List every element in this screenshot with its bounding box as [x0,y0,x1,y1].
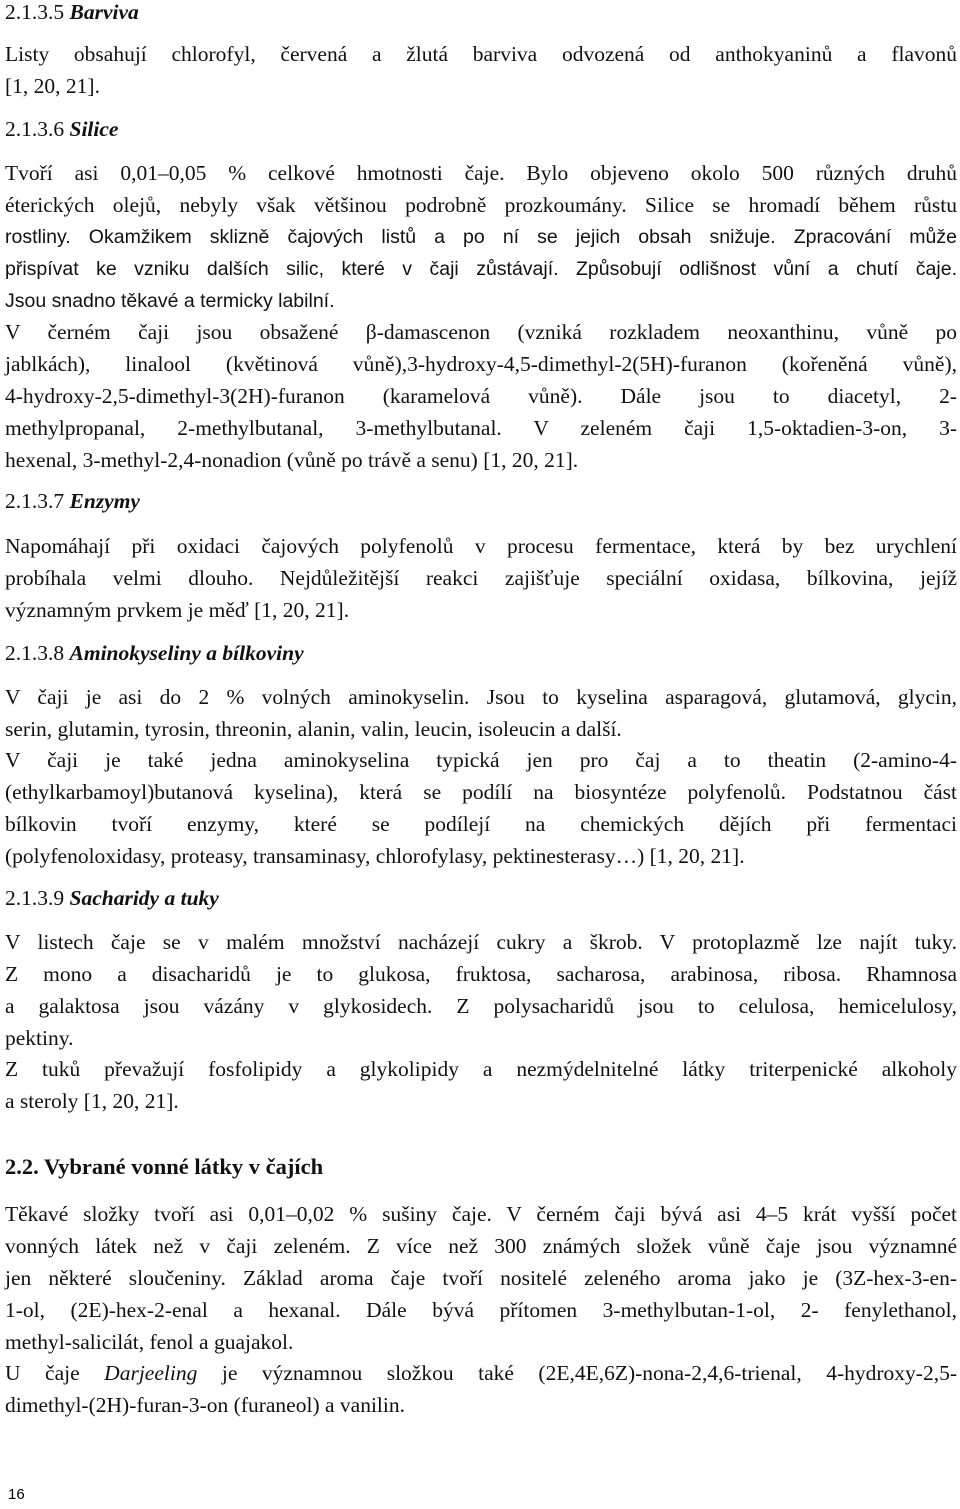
text-line: V čaji je asi do 2 % volných aminokyselin. Jsou to kyselina asparagová, glutamová, glycin, [5,685,957,709]
text-line: [1, 20, 21]. [5,74,100,98]
text-line: Z mono a disacharidů je to glukosa, fruktosa, sacharosa, arabinosa, ribosa. Rhamnosa [5,962,957,986]
text-line: (ethylkarbamoyl)butanová kyselina), která se podílí na biosyntéze polyfenolů. Podstatnou část [5,780,957,804]
text-line: a galaktosa jsou vázány v glykosidech. Z polysacharidů jsou to celulosa, hemicelulosy, [5,994,957,1018]
text-line: Listy obsahují chlorofyl, červená a žlutá barviva odvozená od anthokyaninů a flavonů [5,42,957,66]
text-line: rostliny. Okamžikem sklizně čajových listů a po ní se jejich obsah snižuje. Zpracování může [5,226,957,248]
text-line: významným prvkem je měď [1, 20, 21]. [5,598,350,622]
section-number: 2.1.3.6 [5,117,65,141]
section-title: Vybrané vonné látky v čajích [43,1154,324,1179]
section-heading-enzymy [5,489,140,514]
text-line: a steroly [1, 20, 21]. [5,1089,179,1113]
text-line [5,1357,957,1389]
text-line: jablkách), linalool (květinová vůně),3-hydroxy-4,5-dimethyl-2(5H)-furanon (kořeněná vůně), [5,352,957,376]
text-line: V černém čaji jsou obsažené β-damascenon (vzniká rozkladem neoxanthinu, vůně po [5,320,957,344]
paragraph-vonne-latky [5,1198,957,1358]
section-title: Sacharidy a tuky [69,886,219,910]
section-number: 2.1.3.7 [5,489,65,513]
text-line: methylpropanal, 2-methylbutanal, 3-methylbutanal. V zeleném čaji 1,5-oktadien-3-on, 3- [5,416,957,440]
section-number: 2.1.3.9 [5,886,65,910]
darjeeling-emphasis: Darjeeling [104,1361,198,1385]
section-heading-silice [5,117,118,142]
paragraph-silice-2 [5,316,957,476]
paragraph-darjeeling [5,1357,957,1421]
text-line: bílkovin tvoří enzymy, které se podílejí na chemických dějích při fermentaci [5,812,957,836]
section-heading-vonne-latky [5,1154,323,1180]
text-line: V listech čaje se v malém množství nacházejí cukry a škrob. V protoplazmě lze najít tuky. [5,930,957,954]
section-heading-barviva [5,0,139,25]
paragraph-enzymy [5,530,957,626]
text-line: jen některé sloučeniny. Základ aroma čaje tvoří nositelé zeleného aroma jako je (3Z-hex-3-en- [5,1266,957,1290]
text-line: Napomáhají při oxidaci čajových polyfenolů v procesu fermentace, která by bez urychlení [5,534,957,558]
text-line: vonných látek než v čaji zeleném. Z více než 300 známých složek vůně čaje jsou významné [5,1234,957,1258]
paragraph-sacharidy-2 [5,1053,957,1117]
text-line: pektiny. [5,1026,74,1050]
paragraph-sacharidy [5,926,957,1054]
section-number: 2.2. [5,1154,39,1179]
section-number: 2.1.3.8 [5,641,65,665]
page-number: 16 [8,1486,25,1503]
text-line: serin, glutamin, tyrosin, threonin, alanin, valin, leucin, isoleucin a další. [5,717,622,741]
section-title: Barviva [69,0,139,24]
text-line: přispívat ke vzniku dalších silic, které v čaji zůstávají. Způsobují odlišnost vůní a chutí čaje. [5,258,957,280]
text-line: Tvoří asi 0,01–0,05 % celkové hmotnosti čaje. Bylo objeveno okolo 500 různých druhů [5,161,957,185]
section-number: 2.1.3.5 [5,0,65,24]
section-title: Aminokyseliny a bílkoviny [69,641,304,665]
text-run: je významnou složkou také (2E,4E,6Z)-nona-2,4,6-trienal, 4-hydroxy-2,5- [197,1361,957,1385]
paragraph-silice [5,157,957,317]
text-line: 1-ol, (2E)-hex-2-enal a hexanal. Dále bývá přítomen 3-methylbutan-1-ol, 2- fenylethanol, [5,1298,957,1322]
text-line: methyl-salicilát, fenol a guajakol. [5,1330,294,1354]
text-line: (polyfenoloxidasy, proteasy, transaminasy, chlorofylasy, pektinesterasy…) [1, 20, 21]. [5,844,745,868]
text-line: 4-hydroxy-2,5-dimethyl-3(2H)-furanon (karamelová vůně). Dále jsou to diacetyl, 2- [5,384,957,408]
section-heading-sacharidy [5,886,219,911]
text-line: éterických olejů, nebyly však většinou podrobně prozkoumány. Silice se hromadí během růstu [5,193,957,217]
section-heading-aminokyseliny [5,641,304,666]
text-line: hexenal, 3-methyl-2,4-nonadion (vůně po trávě a senu) [1, 20, 21]. [5,448,579,472]
section-title: Silice [69,117,119,141]
text-line: Jsou snadno těkavé a termicky labilní. [5,290,335,312]
paragraph-aminokyseliny-2 [5,744,957,872]
text-line: Těkavé složky tvoří asi 0,01–0,02 % sušiny čaje. V černém čaji bývá asi 4–5 krát vyšší počet [5,1202,957,1226]
text-line: Z tuků převažují fosfolipidy a glykolipidy a nezmýdelnitelné látky triterpenické alkoholy [5,1057,957,1081]
text-line: V čaji je také jedna aminokyselina typická jen pro čaj a to theatin (2-amino-4- [5,748,957,772]
text-run: U čaje [5,1361,105,1385]
text-line: probíhala velmi dlouho. Nejdůležitější reakci zajišťuje speciální oxidasa, bílkovina, jejíž [5,566,957,590]
paragraph-barviva [5,38,957,102]
text-line: dimethyl-(2H)-furan-3-on (furaneol) a vanilin. [5,1393,405,1417]
paragraph-aminokyseliny [5,681,957,745]
section-title: Enzymy [69,489,140,513]
